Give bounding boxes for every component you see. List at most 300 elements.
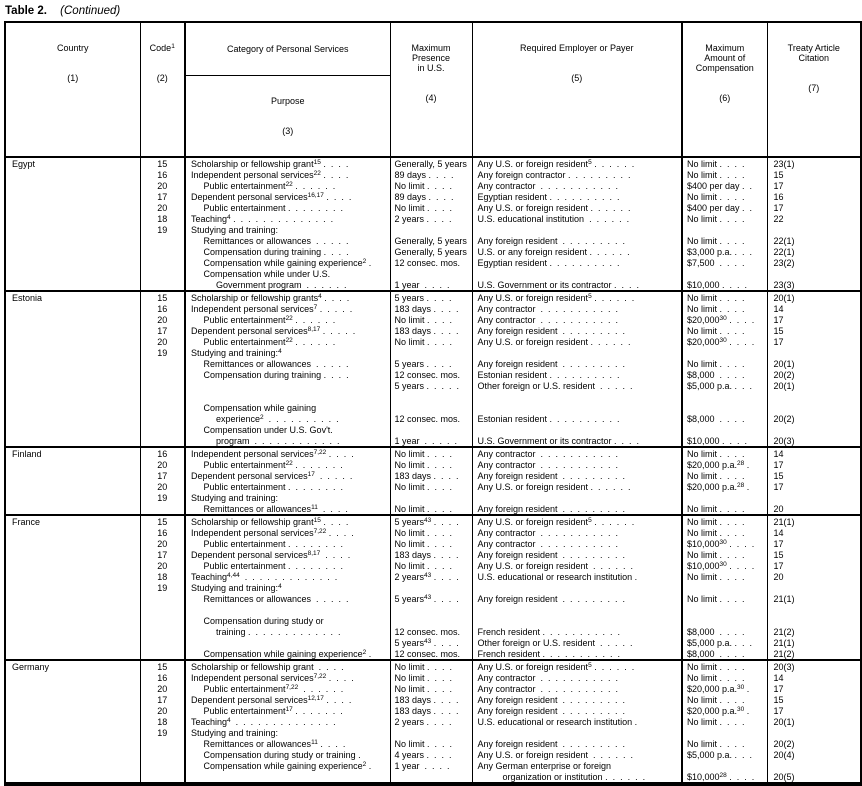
purpose-cell: Compensation while gaining bbox=[185, 402, 390, 413]
citation-cell: 22 bbox=[767, 213, 861, 224]
compensation-cell bbox=[682, 760, 767, 771]
presence-cell bbox=[390, 604, 472, 615]
code-cell bbox=[140, 626, 185, 637]
payer-cell: Any contractor . . . . . . . . . . . bbox=[472, 314, 682, 325]
code-cell: 16 bbox=[140, 447, 185, 459]
code-cell: 19 bbox=[140, 347, 185, 358]
presence-cell: 2 years$^{43}$ . . . . bbox=[390, 571, 472, 582]
code-cell: 17 bbox=[140, 549, 185, 560]
code-cell bbox=[140, 235, 185, 246]
table-line bbox=[5, 515, 861, 527]
payer-cell bbox=[472, 391, 682, 402]
purpose-cell: Compensation during study or bbox=[185, 615, 390, 626]
citation-cell bbox=[767, 224, 861, 235]
citation-cell: 20(1) bbox=[767, 291, 861, 303]
treaty-table bbox=[4, 21, 862, 786]
citation-cell: 23(1) bbox=[767, 157, 861, 169]
presence-cell: 5 years$^{43}$ . . . . bbox=[390, 637, 472, 648]
code-cell: 15 bbox=[140, 157, 185, 169]
code-cell bbox=[140, 279, 185, 291]
code-cell: 18 bbox=[140, 571, 185, 582]
compensation-cell: $10,000 . . . . bbox=[682, 279, 767, 291]
presence-cell bbox=[390, 727, 472, 738]
payer-cell: U.S. educational or research institution . bbox=[472, 571, 682, 582]
code-cell bbox=[140, 503, 185, 515]
purpose-cell: Independent personal services$^{7,22}$ . . . . bbox=[185, 672, 390, 683]
presence-cell: 1 year . . . . bbox=[390, 760, 472, 771]
compensation-cell: No limit . . . . bbox=[682, 515, 767, 527]
purpose-cell: Dependent personal services$^{17}$ . . . . . bbox=[185, 470, 390, 481]
purpose-cell: Scholarship or fellowship grants$^4$ . . . . bbox=[185, 291, 390, 303]
presence-cell: Generally, 5 years bbox=[390, 246, 472, 257]
citation-cell bbox=[767, 615, 861, 626]
citation-cell: 22(1) bbox=[767, 246, 861, 257]
compensation-cell bbox=[682, 424, 767, 435]
purpose-cell: Remittances or allowances . . . . . bbox=[185, 235, 390, 246]
col-header-presence bbox=[390, 22, 472, 157]
payer-cell: Any U.S. or foreign resident$^5$ . . . . . . bbox=[472, 157, 682, 169]
code-cell bbox=[140, 246, 185, 257]
presence-cell: 5 years . . . . . bbox=[390, 380, 472, 391]
citation-cell: 16 bbox=[767, 191, 861, 202]
compensation-cell: No limit . . . . bbox=[682, 672, 767, 683]
payer-cell: Other foreign or U.S. resident . . . . . bbox=[472, 380, 682, 391]
citation-cell: 17 bbox=[767, 459, 861, 470]
purpose-cell: Dependent personal services$^{8,17}$ . . . . . bbox=[185, 325, 390, 336]
payer-cell: Any contractor . . . . . . . . . . . bbox=[472, 180, 682, 191]
payer-cell: Any foreign resident . . . . . . . . . bbox=[472, 738, 682, 749]
presence-cell: 5 years . . . . bbox=[390, 358, 472, 369]
compensation-cell: No limit . . . . bbox=[682, 325, 767, 336]
col-header-country bbox=[5, 22, 140, 157]
payer-cell bbox=[472, 582, 682, 593]
presence-cell bbox=[390, 424, 472, 435]
citation-cell: 22(1) bbox=[767, 235, 861, 246]
purpose-cell: Public entertainment$^{7,22}$ . . . . . . bbox=[185, 683, 390, 694]
code-cell bbox=[140, 749, 185, 760]
compensation-cell: No limit . . . . bbox=[682, 169, 767, 180]
col-header-citation bbox=[767, 22, 861, 157]
purpose-cell: Remittances or allowances . . . . . bbox=[185, 358, 390, 369]
citation-cell bbox=[767, 492, 861, 503]
citation-cell bbox=[767, 604, 861, 615]
compensation-cell: $10,000 . . . . bbox=[682, 435, 767, 447]
presence-cell: 183 days . . . . bbox=[390, 470, 472, 481]
purpose-cell: Remittances or allowances . . . . . bbox=[185, 593, 390, 604]
purpose-cell bbox=[185, 391, 390, 402]
purpose-cell: Scholarship or fellowship grant . . . . bbox=[185, 660, 390, 672]
compensation-cell bbox=[682, 604, 767, 615]
compensation-cell: No limit . . . . bbox=[682, 191, 767, 202]
citation-cell: 14 bbox=[767, 527, 861, 538]
country-section bbox=[5, 291, 861, 447]
compensation-cell: No limit . . . . bbox=[682, 503, 767, 515]
purpose-cell: Independent personal services$^{22}$ . . . . bbox=[185, 169, 390, 180]
presence-cell: No limit . . . . bbox=[390, 447, 472, 459]
citation-cell: 20(2) bbox=[767, 413, 861, 424]
code-cell bbox=[140, 738, 185, 749]
payer-cell: U.S. educational or research institution . bbox=[472, 716, 682, 727]
presence-cell: 12 consec. mos. bbox=[390, 648, 472, 660]
payer-cell: Any U.S. or foreign resident$^5$ . . . . . . bbox=[472, 515, 682, 527]
compensation-cell: No limit . . . . bbox=[682, 470, 767, 481]
presence-cell: No limit . . . . bbox=[390, 314, 472, 325]
presence-cell: Generally, 5 years bbox=[390, 157, 472, 169]
compensation-cell bbox=[682, 582, 767, 593]
purpose-cell: Compensation during training . . . . bbox=[185, 246, 390, 257]
compensation-cell: $5,000 p.a. . . . bbox=[682, 749, 767, 760]
presence-cell: No limit . . . . bbox=[390, 180, 472, 191]
code-cell: 15 bbox=[140, 660, 185, 672]
presence-cell: No limit . . . . bbox=[390, 738, 472, 749]
payer-cell: Any contractor . . . . . . . . . . . bbox=[472, 459, 682, 470]
col-header-compensation-label: Maximum Amount of Compensation bbox=[695, 43, 754, 73]
payer-cell: Any foreign resident . . . . . . . . . bbox=[472, 235, 682, 246]
compensation-cell bbox=[682, 402, 767, 413]
purpose-cell: training . . . . . . . . . . . . . bbox=[185, 626, 390, 637]
payer-cell: Egyptian resident . . . . . . . . . . bbox=[472, 191, 682, 202]
compensation-cell: No limit . . . . bbox=[682, 694, 767, 705]
purpose-cell bbox=[185, 771, 390, 784]
presence-cell bbox=[390, 402, 472, 413]
citation-cell bbox=[767, 402, 861, 413]
citation-cell: 20(3) bbox=[767, 660, 861, 672]
payer-cell: Any contractor . . . . . . . . . . . bbox=[472, 672, 682, 683]
presence-cell: 2 years . . . . bbox=[390, 716, 472, 727]
col-header-payer-label: Required Employer or Payer bbox=[519, 43, 634, 53]
code-cell: 18 bbox=[140, 213, 185, 224]
table-header bbox=[5, 22, 861, 157]
payer-cell bbox=[472, 347, 682, 358]
purpose-cell: Public entertainment$^{22}$ . . . . . . . bbox=[185, 459, 390, 470]
purpose-cell: Teaching$^4$ . . . . . . . . . . . . . . bbox=[185, 213, 390, 224]
code-cell bbox=[140, 648, 185, 660]
code-cell: 20 bbox=[140, 180, 185, 191]
payer-cell: U.S. educational institution . . . . . . bbox=[472, 213, 682, 224]
table-line bbox=[5, 660, 861, 672]
purpose-cell: Studying and training: bbox=[185, 224, 390, 235]
code-cell: 15 bbox=[140, 515, 185, 527]
citation-cell: 15 bbox=[767, 325, 861, 336]
presence-cell: 12 consec. mos. bbox=[390, 369, 472, 380]
presence-cell: 1 year . . . . bbox=[390, 279, 472, 291]
presence-cell: No limit . . . . bbox=[390, 672, 472, 683]
purpose-cell: Teaching$^{4,44}$ . . . . . . . . . . . . . bbox=[185, 571, 390, 582]
compensation-cell: $20,000 p.a.$^{28}$ . bbox=[682, 481, 767, 492]
payer-cell: Estonian resident . . . . . . . . . . bbox=[472, 369, 682, 380]
citation-cell bbox=[767, 760, 861, 771]
citation-cell bbox=[767, 268, 861, 279]
purpose-cell bbox=[185, 380, 390, 391]
compensation-cell: $7,500 . . . . bbox=[682, 257, 767, 268]
code-cell bbox=[140, 369, 185, 380]
compensation-cell: No limit . . . . bbox=[682, 447, 767, 459]
citation-cell: 15 bbox=[767, 694, 861, 705]
compensation-cell: $8,000 . . . . bbox=[682, 648, 767, 660]
country-name: France bbox=[5, 515, 140, 660]
presence-cell bbox=[390, 492, 472, 503]
col-header-payer bbox=[472, 22, 682, 157]
payer-cell: Any U.S. or foreign resident . . . . . . bbox=[472, 481, 682, 492]
payer-cell: French resident . . . . . . . . . . . bbox=[472, 648, 682, 660]
col-header-payer-num: (5) bbox=[571, 73, 583, 83]
payer-cell: Any U.S. or foreign resident . . . . . . bbox=[472, 336, 682, 347]
code-cell bbox=[140, 391, 185, 402]
compensation-cell: No limit . . . . bbox=[682, 358, 767, 369]
citation-cell: 21(2) bbox=[767, 648, 861, 660]
payer-cell bbox=[472, 268, 682, 279]
presence-cell: No limit . . . . bbox=[390, 683, 472, 694]
code-cell: 17 bbox=[140, 191, 185, 202]
country-section bbox=[5, 515, 861, 660]
presence-cell: Generally, 5 years bbox=[390, 235, 472, 246]
code-cell: 20 bbox=[140, 481, 185, 492]
purpose-cell: program . . . . . . . . . . . . bbox=[185, 435, 390, 447]
code-cell bbox=[140, 413, 185, 424]
compensation-cell: $20,000 p.a.$^{30}$ . bbox=[682, 705, 767, 716]
payer-cell: Other foreign or U.S. resident . . . . . bbox=[472, 637, 682, 648]
purpose-cell: Public entertainment . . . . . . . . bbox=[185, 538, 390, 549]
compensation-cell: $8,000 . . . . bbox=[682, 626, 767, 637]
compensation-cell: $400 per day . . bbox=[682, 202, 767, 213]
presence-cell: 183 days . . . . bbox=[390, 694, 472, 705]
code-cell: 16 bbox=[140, 672, 185, 683]
purpose-cell: Scholarship or fellowship grant$^{15}$ . . . . bbox=[185, 515, 390, 527]
citation-cell bbox=[767, 347, 861, 358]
presence-cell: No limit . . . . bbox=[390, 202, 472, 213]
payer-cell bbox=[472, 615, 682, 626]
compensation-cell bbox=[682, 492, 767, 503]
presence-cell: 5 years . . . . bbox=[390, 291, 472, 303]
citation-cell: 23(2) bbox=[767, 257, 861, 268]
payer-cell: Any contractor . . . . . . . . . . . bbox=[472, 447, 682, 459]
purpose-cell: Public entertainment$^{17}$ . . . . . . . bbox=[185, 705, 390, 716]
citation-cell bbox=[767, 582, 861, 593]
payer-cell: Any German enterprise or foreign bbox=[472, 760, 682, 771]
payer-cell: Any foreign contractor . . . . . . . . . bbox=[472, 169, 682, 180]
presence-cell: 183 days . . . . bbox=[390, 705, 472, 716]
purpose-cell: Public entertainment$^{22}$ . . . . . . bbox=[185, 180, 390, 191]
payer-cell: Estonian resident . . . . . . . . . . bbox=[472, 413, 682, 424]
purpose-cell: Studying and training: bbox=[185, 727, 390, 738]
presence-cell: No limit . . . . bbox=[390, 660, 472, 672]
presence-cell bbox=[390, 347, 472, 358]
country-name: Germany bbox=[5, 660, 140, 784]
code-cell bbox=[140, 380, 185, 391]
code-cell bbox=[140, 268, 185, 279]
compensation-cell: $20,000$^{30}$ . . . . bbox=[682, 314, 767, 325]
purpose-cell: Studying and training:$^4$ bbox=[185, 347, 390, 358]
presence-cell bbox=[390, 771, 472, 784]
citation-cell: 21(1) bbox=[767, 593, 861, 604]
payer-cell bbox=[472, 604, 682, 615]
citation-cell: 17 bbox=[767, 202, 861, 213]
citation-cell: 17 bbox=[767, 560, 861, 571]
presence-cell: 183 days . . . . bbox=[390, 549, 472, 560]
code-cell: 20 bbox=[140, 560, 185, 571]
payer-cell: U.S. Government or its contractor . . . . bbox=[472, 435, 682, 447]
payer-cell: Any contractor . . . . . . . . . . . bbox=[472, 683, 682, 694]
citation-cell: 15 bbox=[767, 169, 861, 180]
compensation-cell bbox=[682, 727, 767, 738]
payer-cell bbox=[472, 727, 682, 738]
purpose-cell bbox=[185, 637, 390, 648]
compensation-cell: $5,000 p.a. . . . bbox=[682, 380, 767, 391]
purpose-cell: Scholarship or fellowship grant$^{15}$ . . . . bbox=[185, 157, 390, 169]
code-cell: 20 bbox=[140, 202, 185, 213]
code-cell: 20 bbox=[140, 336, 185, 347]
code-cell: 19 bbox=[140, 727, 185, 738]
purpose-cell: Compensation while under U.S. bbox=[185, 268, 390, 279]
presence-cell: No limit . . . . bbox=[390, 538, 472, 549]
purpose-cell: Compensation while gaining experience$^2$ . bbox=[185, 257, 390, 268]
purpose-cell: Dependent personal services$^{12,17}$ . . . . bbox=[185, 694, 390, 705]
presence-cell: 2 years . . . . bbox=[390, 213, 472, 224]
purpose-cell: Independent personal services$^{7,22}$ . . . . bbox=[185, 527, 390, 538]
payer-cell: Any contractor . . . . . . . . . . . bbox=[472, 303, 682, 314]
code-cell bbox=[140, 637, 185, 648]
compensation-cell: No limit . . . . bbox=[682, 303, 767, 314]
citation-cell bbox=[767, 727, 861, 738]
presence-cell: 183 days . . . . bbox=[390, 325, 472, 336]
col-header-code-label: Code$^1$ bbox=[149, 43, 175, 53]
citation-cell: 20(3) bbox=[767, 435, 861, 447]
citation-cell: 15 bbox=[767, 470, 861, 481]
payer-cell: French resident . . . . . . . . . . . bbox=[472, 626, 682, 637]
compensation-cell: $10,000$^{28}$ . . . . bbox=[682, 771, 767, 784]
compensation-cell: No limit . . . . bbox=[682, 738, 767, 749]
col-header-country-label: Country bbox=[56, 43, 89, 53]
citation-cell: 14 bbox=[767, 672, 861, 683]
citation-cell: 17 bbox=[767, 481, 861, 492]
purpose-cell: Public entertainment . . . . . . . . bbox=[185, 481, 390, 492]
col-header-country-num: (1) bbox=[67, 73, 79, 83]
col-header-citation-num: (7) bbox=[808, 83, 820, 93]
citation-cell: 20(2) bbox=[767, 738, 861, 749]
presence-cell: 5 years$^{43}$ . . . . bbox=[390, 593, 472, 604]
col-header-presence-label: Maximum Presence in U.S. bbox=[411, 43, 451, 73]
code-cell: 20 bbox=[140, 314, 185, 325]
compensation-cell: No limit . . . . bbox=[682, 660, 767, 672]
compensation-cell: $20,000 p.a.$^{28}$ . bbox=[682, 459, 767, 470]
payer-cell: Any foreign resident . . . . . . . . . bbox=[472, 593, 682, 604]
payer-cell bbox=[472, 402, 682, 413]
purpose-cell: Public entertainment . . . . . . . . bbox=[185, 202, 390, 213]
code-cell: 20 bbox=[140, 459, 185, 470]
presence-cell: 12 consec. mos. bbox=[390, 257, 472, 268]
payer-cell: Any foreign resident . . . . . . . . . bbox=[472, 470, 682, 481]
payer-cell: U.S. or any foreign resident . . . . . . bbox=[472, 246, 682, 257]
purpose-cell: Public entertainment$^{22}$ . . . . . . bbox=[185, 336, 390, 347]
citation-cell: 21(2) bbox=[767, 626, 861, 637]
code-cell bbox=[140, 358, 185, 369]
code-cell: 20 bbox=[140, 683, 185, 694]
code-cell bbox=[140, 424, 185, 435]
payer-cell: organization or institution . . . . . . bbox=[472, 771, 682, 784]
code-cell: 15 bbox=[140, 291, 185, 303]
citation-cell: 20(1) bbox=[767, 716, 861, 727]
purpose-cell: Independent personal services$^{7,22}$ . . . . bbox=[185, 447, 390, 459]
compensation-cell: No limit . . . . bbox=[682, 549, 767, 560]
citation-cell bbox=[767, 391, 861, 402]
compensation-cell: No limit . . . . bbox=[682, 235, 767, 246]
presence-cell bbox=[390, 615, 472, 626]
code-cell: 16 bbox=[140, 169, 185, 180]
compensation-cell: No limit . . . . bbox=[682, 157, 767, 169]
country-section bbox=[5, 447, 861, 515]
purpose-cell: Teaching$^4$ . . . . . . . . . . . . . . bbox=[185, 716, 390, 727]
citation-cell: 21(1) bbox=[767, 515, 861, 527]
purpose-cell: Public entertainment$^{22}$ . . . . . . bbox=[185, 314, 390, 325]
purpose-cell: Public entertainment . . . . . . . . bbox=[185, 560, 390, 571]
compensation-cell: $5,000 p.a. . . . bbox=[682, 637, 767, 648]
col-header-category-group bbox=[185, 22, 390, 76]
payer-cell: Any U.S. or foreign resident$^5$ . . . . . . bbox=[472, 660, 682, 672]
citation-cell: 17 bbox=[767, 683, 861, 694]
citation-cell: 20(2) bbox=[767, 369, 861, 380]
code-cell bbox=[140, 604, 185, 615]
code-cell bbox=[140, 257, 185, 268]
table-title-continued: (Continued) bbox=[60, 5, 121, 17]
compensation-cell bbox=[682, 391, 767, 402]
purpose-cell bbox=[185, 604, 390, 615]
payer-cell: Any foreign resident . . . . . . . . . bbox=[472, 503, 682, 515]
table-line bbox=[5, 291, 861, 303]
payer-cell bbox=[472, 224, 682, 235]
compensation-cell: No limit . . . . bbox=[682, 527, 767, 538]
compensation-cell: $8,000 . . . . bbox=[682, 413, 767, 424]
presence-cell: 183 days . . . . bbox=[390, 303, 472, 314]
payer-cell: Any foreign resident . . . . . . . . . bbox=[472, 694, 682, 705]
presence-cell bbox=[390, 582, 472, 593]
payer-cell: Any foreign resident . . . . . . . . . bbox=[472, 705, 682, 716]
purpose-cell: experience$^2$ . . . . . . . . . . bbox=[185, 413, 390, 424]
compensation-cell bbox=[682, 224, 767, 235]
code-cell: 17 bbox=[140, 694, 185, 705]
table-title bbox=[5, 4, 862, 18]
code-cell: 17 bbox=[140, 325, 185, 336]
citation-cell: 21(1) bbox=[767, 637, 861, 648]
purpose-cell: Independent personal services$^7$ . . . . . bbox=[185, 303, 390, 314]
citation-cell: 17 bbox=[767, 180, 861, 191]
presence-cell bbox=[390, 224, 472, 235]
purpose-cell: Remittances or allowances$^{11}$ . . . . bbox=[185, 738, 390, 749]
payer-cell: Any U.S. or foreign resident . . . . . . bbox=[472, 749, 682, 760]
table-line bbox=[5, 157, 861, 169]
country-name: Estonia bbox=[5, 291, 140, 447]
citation-cell: 20 bbox=[767, 503, 861, 515]
compensation-cell: $20,000 p.a.$^{30}$ . bbox=[682, 683, 767, 694]
code-cell: 17 bbox=[140, 470, 185, 481]
purpose-cell: Dependent personal services$^{16,17}$ . . . . bbox=[185, 191, 390, 202]
citation-cell: 23(3) bbox=[767, 279, 861, 291]
presence-cell: 12 consec. mos. bbox=[390, 413, 472, 424]
compensation-cell: $20,000$^{30}$ . . . . bbox=[682, 336, 767, 347]
purpose-cell: Compensation during training . . . . bbox=[185, 369, 390, 380]
col-header-code-num: (2) bbox=[156, 73, 168, 83]
code-cell bbox=[140, 771, 185, 784]
presence-cell: No limit . . . . bbox=[390, 560, 472, 571]
compensation-cell: No limit . . . . bbox=[682, 716, 767, 727]
presence-cell bbox=[390, 268, 472, 279]
compensation-cell: $3,000 p.a. . . . bbox=[682, 246, 767, 257]
code-cell bbox=[140, 593, 185, 604]
payer-cell bbox=[472, 424, 682, 435]
col-header-citation-label: Treaty Article Citation bbox=[787, 43, 840, 63]
presence-cell: No limit . . . . bbox=[390, 481, 472, 492]
citation-cell: 17 bbox=[767, 336, 861, 347]
col-header-category-label: Category of Personal Services bbox=[226, 44, 349, 54]
